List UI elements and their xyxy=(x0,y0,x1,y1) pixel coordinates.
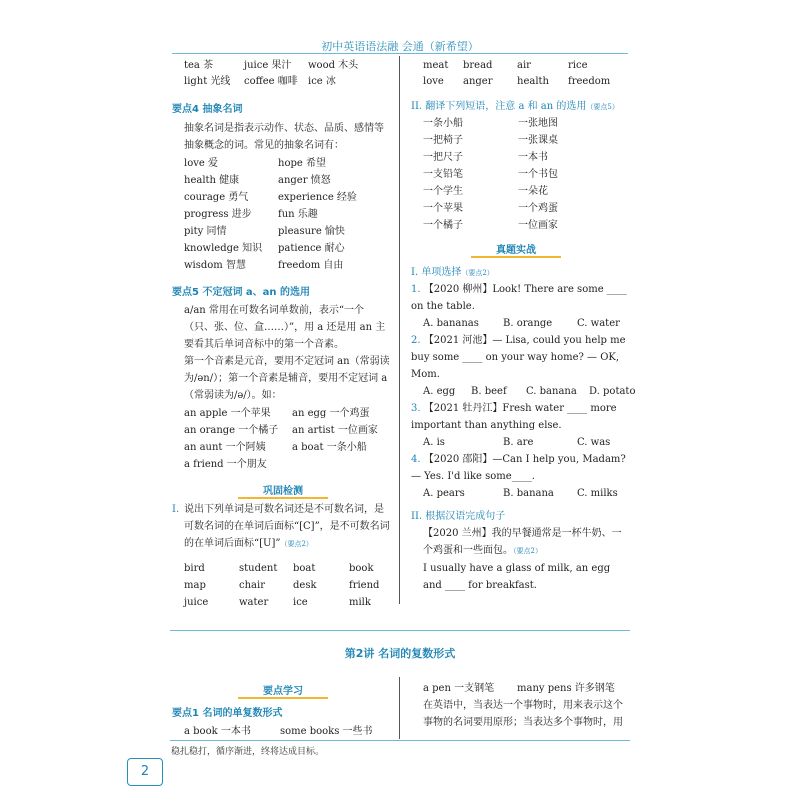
practice-title: 巩固检测 xyxy=(238,482,328,499)
partII-header xyxy=(411,508,505,525)
word-cell: juice xyxy=(184,597,209,608)
partII-tag: （要点2） xyxy=(513,547,542,555)
word-cell: light 光线 xyxy=(184,76,231,87)
option-c: C. banana xyxy=(526,386,577,397)
example-item: a boat 一条小船 xyxy=(292,442,367,453)
noun-item: knowledge 知识 xyxy=(184,243,263,254)
option-a: A. is xyxy=(423,437,445,448)
question-text: — Lisa, could you help me buy some ____ on your way home? — OK, Mom. xyxy=(411,335,626,380)
point4-desc: 抽象名词是指表示动作、状态、品质、感情等抽象概念的词。常见的抽象名词有： xyxy=(184,123,384,151)
example-item: a pen 一支钢笔 xyxy=(423,683,495,694)
noun-item: freedom 自由 xyxy=(278,260,344,271)
word-cell: juice 果汁 xyxy=(244,60,292,71)
partI-tag: （要点2） xyxy=(461,269,494,277)
example-item: an artist 一位画家 xyxy=(292,425,378,436)
word-cell: friend xyxy=(349,580,380,591)
example-item: an apple 一个苹果 xyxy=(184,408,271,419)
option-a: A. egg xyxy=(423,386,456,397)
option-a: A. pears xyxy=(423,488,465,499)
exII-header xyxy=(411,98,619,116)
word-cell: ice xyxy=(293,597,308,608)
question-1-options xyxy=(423,315,647,332)
abstract-noun-list xyxy=(184,155,388,274)
question-source: 【2021 河池】 xyxy=(423,335,493,346)
partII-title: 根据汉语完成句子 xyxy=(425,511,506,522)
option-a: A. bananas xyxy=(423,318,479,329)
noun-item: wisdom 智慧 xyxy=(184,260,246,271)
noun-item: pleasure 愉快 xyxy=(278,226,345,237)
noun-item: patience 耐心 xyxy=(278,243,345,254)
word-cell: meat xyxy=(423,60,449,71)
exII-tag: （要点5） xyxy=(586,103,619,111)
word-cell: anger xyxy=(463,76,493,87)
example-item: an aunt 一个阿姨 xyxy=(184,442,266,453)
article-example-list xyxy=(184,405,392,473)
example-item: an egg 一个鸡蛋 xyxy=(292,408,370,419)
question-source: 【2020 柳州】 xyxy=(423,284,493,295)
option-b: B. are xyxy=(503,437,534,448)
point1-title: 要点1 名词的单复数形式 xyxy=(172,708,283,719)
partII-english: I usually have a glass of milk, an egg and ____ for breakfast. xyxy=(423,563,611,591)
phrase-item: 一把椅子 xyxy=(423,135,463,146)
phrase-item: 一条小船 xyxy=(423,118,463,129)
option-b: B. banana xyxy=(503,488,554,499)
option-c: C. was xyxy=(577,437,611,448)
word-cell: chair xyxy=(239,580,265,591)
phrase-item: 一个橘子 xyxy=(423,220,463,231)
study-title: 要点学习 xyxy=(238,682,328,699)
word-cell: milk xyxy=(349,597,371,608)
bottom-right-examples xyxy=(423,680,627,697)
phrase-item: 一朵花 xyxy=(518,186,548,197)
page-number: 2 xyxy=(127,758,163,786)
word-cell: map xyxy=(184,580,206,591)
example-item: some books 一些书 xyxy=(280,726,373,737)
noun-item: courage 勇气 xyxy=(184,192,249,203)
question-text: Fresh water ____ more important than anything else. xyxy=(411,403,617,431)
exII-label: II. xyxy=(411,101,423,112)
word-cell: freedom xyxy=(568,76,611,87)
example-item: many pens 许多钢笔 xyxy=(517,683,615,694)
partII-label: II. xyxy=(411,511,423,522)
left-top-words xyxy=(184,58,378,90)
real-exam-title: 真题实战 xyxy=(471,241,561,258)
question-source: 【2021 牡丹江】 xyxy=(423,403,503,414)
option-c: C. water xyxy=(577,318,620,329)
question-number: 4. xyxy=(411,454,421,465)
noun-item: hope 希望 xyxy=(278,158,326,169)
option-b: B. orange xyxy=(503,318,553,329)
question-2 xyxy=(411,332,631,383)
phrase-item: 一个鸡蛋 xyxy=(518,203,558,214)
running-header: 初中英语语法融 会通（新希望） xyxy=(321,40,479,53)
partI-label: I. xyxy=(411,267,419,278)
chapter-title: 第2讲 名词的复数形式 xyxy=(344,647,456,660)
phrase-item: 一个学生 xyxy=(423,186,463,197)
point5-desc-1: a/an 常用在可数名词单数前，表示“一个（只、张、位、盒……）”，用 a 还是用 an 主要看其后单词音标中的第一个音素。 xyxy=(184,305,386,350)
phrase-item: 一把尺子 xyxy=(423,152,463,163)
word-cell: bread xyxy=(463,60,493,71)
phrase-item: 一个苹果 xyxy=(423,203,463,214)
header-rule xyxy=(172,53,628,54)
question-2-options xyxy=(423,383,649,400)
option-c: C. milks xyxy=(577,488,618,499)
word-cell: water xyxy=(239,597,269,608)
exI-word-grid xyxy=(184,560,399,611)
footer-motto: 稳扎稳打，循序渐进，终将达成目标。 xyxy=(171,747,325,757)
right-top-words xyxy=(423,58,628,90)
phrase-item: 一本书 xyxy=(518,152,548,163)
option-d: D. potato xyxy=(589,386,636,397)
noun-item: experience 经验 xyxy=(278,192,357,203)
word-cell: book xyxy=(349,563,374,574)
word-cell: desk xyxy=(293,580,317,591)
example-item xyxy=(292,456,392,473)
word-cell: rice xyxy=(568,60,588,71)
noun-item: health 健康 xyxy=(184,175,240,186)
bottom-column-divider xyxy=(399,677,400,739)
question-source: 【2020 邵阳】 xyxy=(423,454,493,465)
word-cell: tea 茶 xyxy=(184,60,214,71)
noun-item: love 爱 xyxy=(184,158,218,169)
question-text: —Can I help you, Madam? — Yes. I'd like some____. xyxy=(411,454,626,482)
word-cell: wood 木头 xyxy=(308,60,359,71)
word-cell: air xyxy=(517,60,531,71)
phrase-item: 一位画家 xyxy=(518,220,558,231)
point5-title: 要点5 不定冠词 a、an 的选用 xyxy=(172,287,311,298)
word-cell: boat xyxy=(293,563,316,574)
point4-title: 要点4 抽象名词 xyxy=(172,104,243,115)
exI-label: I. xyxy=(172,504,180,515)
question-4 xyxy=(411,451,631,485)
partI-title: 单项选择 xyxy=(421,267,462,278)
partII-question xyxy=(423,525,631,560)
partII-chinese: 我的早餐通常是一杯牛奶、一个鸡蛋和一些面包。 xyxy=(423,528,622,556)
question-3 xyxy=(411,400,631,434)
exII-phrase-grid xyxy=(423,115,613,234)
phrase-item: 一个书包 xyxy=(518,169,558,180)
question-number: 1. xyxy=(411,284,421,295)
exI-desc xyxy=(184,501,392,553)
partI-header xyxy=(411,264,494,282)
column-divider xyxy=(399,56,400,604)
example-item: a book 一本书 xyxy=(184,726,251,737)
question-text: Look! There are some ____ on the table. xyxy=(411,284,627,312)
word-cell: student xyxy=(239,563,278,574)
option-b: B. beef xyxy=(471,386,507,397)
question-3-options xyxy=(423,434,647,451)
word-cell: coffee 咖啡 xyxy=(244,76,298,87)
word-cell: ice 冰 xyxy=(308,76,336,87)
footer-rule xyxy=(170,740,630,741)
question-4-options xyxy=(423,485,647,502)
question-source: 【2020 兰州】 xyxy=(423,528,492,539)
bottom-right-desc: 在英语中，当表达一个事物时，用来表示这个事物的名词要用原形；当表达多个事物时，用 xyxy=(423,700,623,728)
word-cell: bird xyxy=(184,563,205,574)
noun-item: pity 同情 xyxy=(184,226,227,237)
phrase-item: 一张课桌 xyxy=(518,135,558,146)
noun-item: anger 愤怒 xyxy=(278,175,331,186)
chapter-rule-top xyxy=(170,630,630,631)
exI-tag: （要点2） xyxy=(280,540,313,548)
word-cell: health xyxy=(517,76,549,87)
question-1 xyxy=(411,281,631,315)
phrase-item: 一支铅笔 xyxy=(423,169,463,180)
point5-desc-2: 第一个音素是元音，要用不定冠词 an（常弱读为/ən/）；第一个音素是辅音，要用不定冠词 a（常弱读为/ə/）。如： xyxy=(184,356,390,401)
question-number: 2. xyxy=(411,335,421,346)
question-number: 3. xyxy=(411,403,421,414)
bottom-left-examples xyxy=(184,723,390,740)
exI-desc-text: 说出下列单词是可数名词还是不可数名词，是可数名词的在单词后面标“[C]”，是不可数名词的在单词后面标“[U]” xyxy=(184,504,390,549)
example-item: a friend 一个朋友 xyxy=(184,459,267,470)
word-cell: love xyxy=(423,76,444,87)
exII-desc: 翻译下列短语，注意 a 和 an 的选用 xyxy=(425,101,587,112)
noun-item: fun 乐趣 xyxy=(278,209,318,220)
noun-item: progress 进步 xyxy=(184,209,252,220)
phrase-item: 一张地图 xyxy=(518,118,558,129)
example-item: an orange 一个橘子 xyxy=(184,425,279,436)
